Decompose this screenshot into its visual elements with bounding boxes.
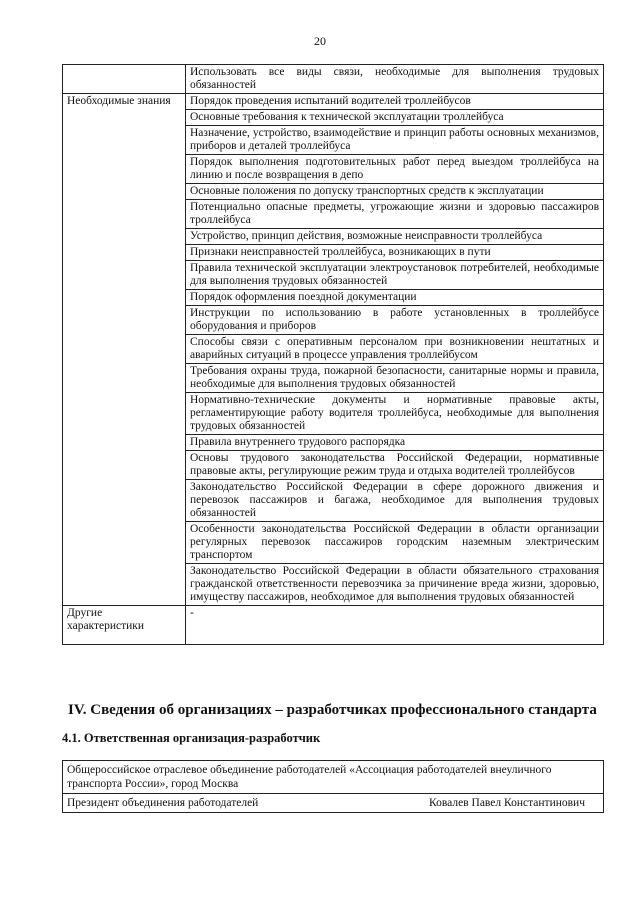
table-row <box>63 110 604 126</box>
table-row <box>63 435 604 451</box>
page-number: 20 <box>314 34 326 48</box>
signatory-position: Президент объединения работодателей <box>67 797 259 809</box>
signatory-name: Ковалев Павел Константинович <box>429 797 585 809</box>
knowledge-item: Потенциально опасные предметы, угрожающие жизни и здоровью пассажиров троллейбуса <box>186 200 604 229</box>
category-cell <box>63 480 186 522</box>
knowledge-label: Необходимые знания <box>63 94 186 110</box>
table-row <box>63 480 604 522</box>
category-cell <box>63 290 186 306</box>
table-row <box>63 761 604 794</box>
table-row <box>63 261 604 290</box>
category-cell <box>63 335 186 364</box>
knowledge-item: Особенности законодательства Российской Федерации в области организации регулярных перевозок пассажиров городским наземным электрическим транспортом <box>186 522 604 564</box>
category-cell <box>63 229 186 245</box>
category-cell <box>63 261 186 290</box>
knowledge-item: Способы связи с оперативным персоналом при возникновении нештатных и аварийных ситуаций в процессе управления троллейбусом <box>186 335 604 364</box>
category-cell <box>63 564 186 606</box>
table-row <box>63 229 604 245</box>
knowledge-item: Признаки неисправностей троллейбуса, возникающих в пути <box>186 245 604 261</box>
knowledge-item: Нормативно-технические документы и нормативные правовые акты, регламентирующие работу водителя троллейбуса, необходимые для выполнения трудовых обязанностей <box>186 393 604 435</box>
table-row <box>63 522 604 564</box>
requirements-table <box>62 64 604 645</box>
table-row <box>63 335 604 364</box>
knowledge-item: Устройство, принцип действия, возможные неисправности троллейбуса <box>186 229 604 245</box>
table-row <box>63 794 604 813</box>
category-cell <box>63 110 186 126</box>
category-cell <box>63 200 186 229</box>
category-cell <box>63 393 186 435</box>
table-row <box>63 245 604 261</box>
empty-category-cell <box>63 65 186 94</box>
table-row <box>63 126 604 155</box>
knowledge-item: Правила технической эксплуатации электроустановок потребителей, необходимые для выполнения трудовых обязанностей <box>186 261 604 290</box>
knowledge-item: Назначение, устройство, взаимодействие и принцип работы основных механизмов, приборов и деталей троллейбуса <box>186 126 604 155</box>
knowledge-item: Порядок оформления поездной документации <box>186 290 604 306</box>
table-row <box>63 184 604 200</box>
table-row <box>63 364 604 393</box>
signatory-cell <box>63 794 604 813</box>
knowledge-item: Законодательство Российской Федерации в области обязательного страхования гражданской ответственности перевозчика за причинение вреда жизни, здоровью, имуществу пассажиров, необходимое для выполнения трудовых обязанностей <box>186 564 604 606</box>
knowledge-item: Требования охраны труда, пожарной безопасности, санитарные нормы и правила, необходимые для выполнения трудовых обязанностей <box>186 364 604 393</box>
section-title: IV. Сведения об организациях – разработчиках профессионального стандарта <box>68 702 597 718</box>
table-cell: Использовать все виды связи, необходимые для выполнения трудовых обязанностей <box>186 65 604 94</box>
category-cell <box>63 364 186 393</box>
other-value: - <box>186 606 604 645</box>
table-row <box>63 200 604 229</box>
category-cell <box>63 306 186 335</box>
knowledge-item: Законодательство Российской Федерации в сфере дорожного движения и перевозок пассажиров и багажа, необходимое для выполнения трудовых обязанностей <box>186 480 604 522</box>
organization-name: Общероссийское отраслевое объединение работодателей «Ассоциация работодателей внеуличного транспорта России», город Москва <box>63 761 604 794</box>
table-row <box>63 306 604 335</box>
category-cell <box>63 155 186 184</box>
knowledge-item: Основные положения по допуску транспортных средств к эксплуатации <box>186 184 604 200</box>
knowledge-item: Правила внутреннего трудового распорядка <box>186 435 604 451</box>
table-row <box>63 606 604 645</box>
knowledge-item: Основы трудового законодательства Российской Федерации, нормативные правовые акты, регулирующие режим труда и отдыха водителей троллейбусов <box>186 451 604 480</box>
category-cell <box>63 435 186 451</box>
knowledge-item: Инструкции по использованию в работе установленных в троллейбусе оборудования и приборов <box>186 306 604 335</box>
category-cell <box>63 451 186 480</box>
knowledge-item: Порядок выполнения подготовительных работ перед выездом троллейбуса на линию и после возвращения в депо <box>186 155 604 184</box>
table-row <box>63 155 604 184</box>
table-row <box>63 94 604 110</box>
knowledge-item: Порядок проведения испытаний водителей троллейбусов <box>186 94 604 110</box>
table-row <box>63 393 604 435</box>
table-row <box>63 290 604 306</box>
table-row <box>63 65 604 94</box>
category-cell <box>63 184 186 200</box>
organization-table <box>62 760 604 813</box>
other-label: Другие характеристики <box>63 606 186 645</box>
table-row <box>63 564 604 606</box>
category-cell <box>63 245 186 261</box>
subsection-title: 4.1. Ответственная организация-разработчик <box>62 731 321 745</box>
category-cell <box>63 522 186 564</box>
category-cell <box>63 126 186 155</box>
knowledge-item: Основные требования к технической эксплуатации троллейбуса <box>186 110 604 126</box>
table-row <box>63 451 604 480</box>
